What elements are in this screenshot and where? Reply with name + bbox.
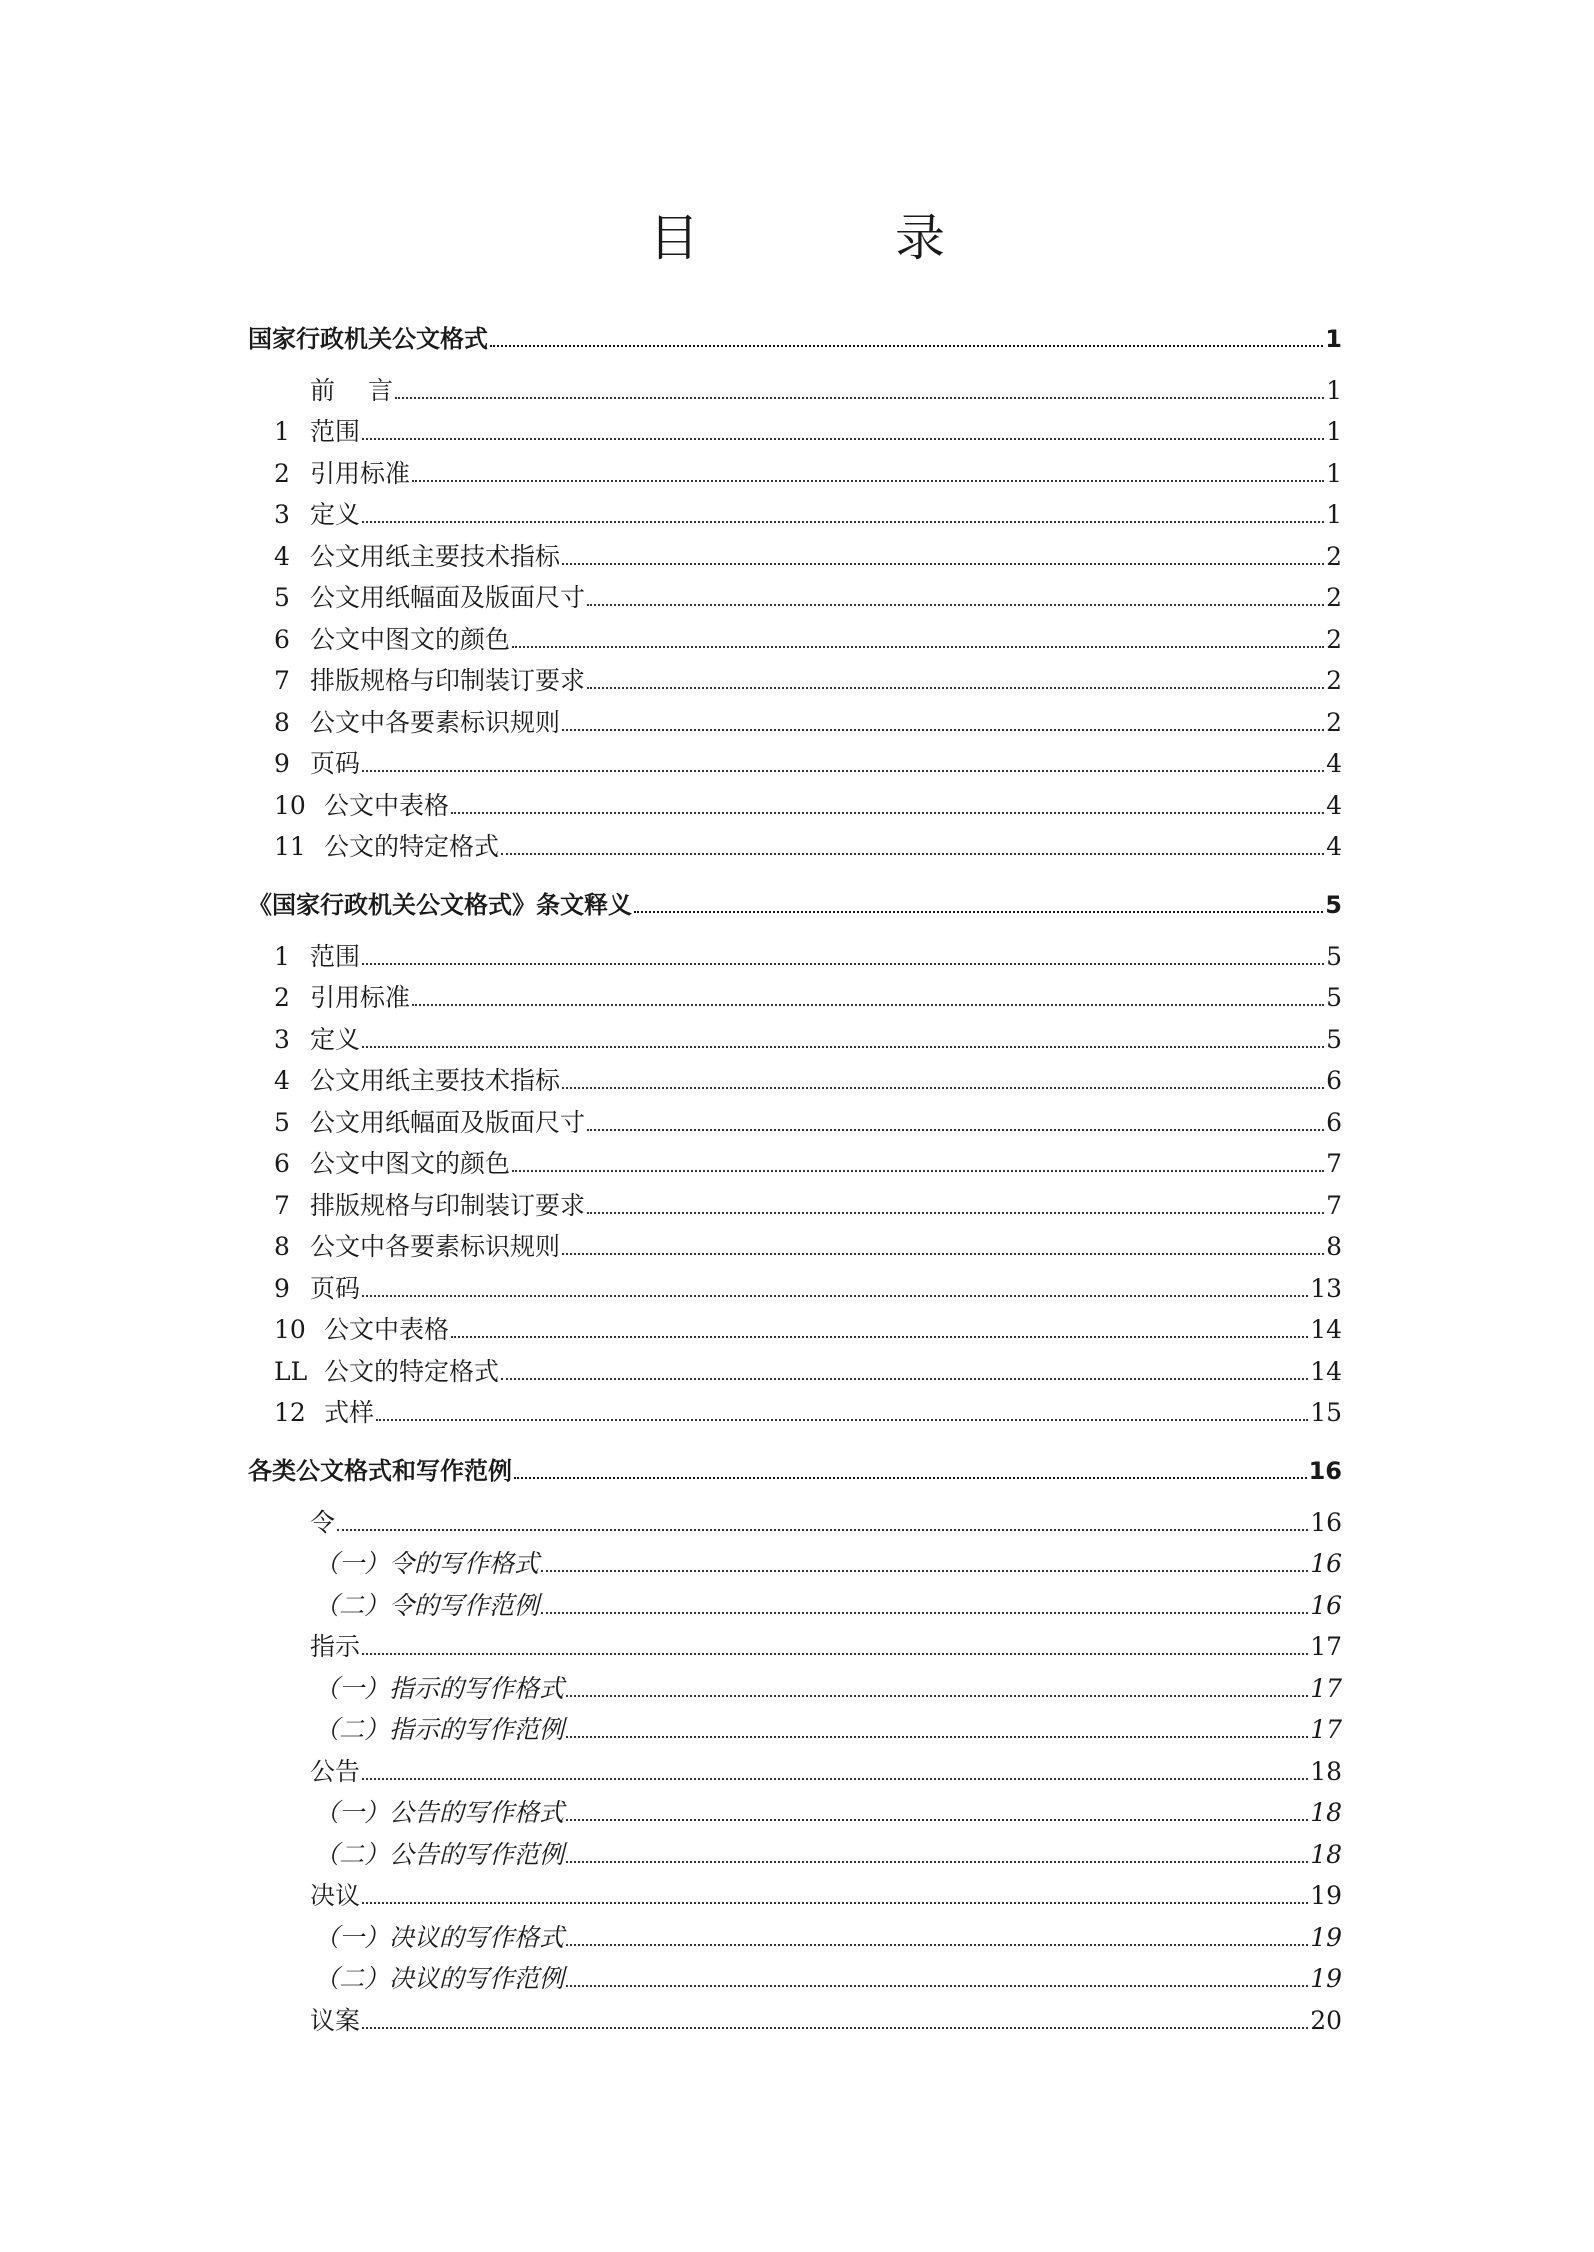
toc-entry-label: 公文中各要素标识规则 (310, 1232, 561, 1261)
toc-dot-leader (541, 1570, 1308, 1572)
toc-entry-row[interactable] (248, 1704, 1342, 1746)
toc-section-row[interactable] (248, 870, 1342, 920)
toc-page-number: 2 (1326, 666, 1342, 695)
toc-section-row[interactable] (248, 1436, 1342, 1486)
toc-entry-label: 公文中图文的颜色 (310, 624, 511, 654)
toc-dot-leader (501, 853, 1324, 855)
toc-entry-number: 3 (274, 500, 290, 529)
toc-entry-row[interactable] (248, 364, 1342, 406)
toc-entry-number: 2 (274, 983, 290, 1012)
toc-dot-leader (562, 563, 1324, 565)
toc-entry-row[interactable] (248, 1828, 1342, 1870)
toc-entry-number: 3 (274, 1024, 290, 1054)
toc-entry-row[interactable] (248, 530, 1342, 572)
toc-entry-row[interactable] (248, 1345, 1342, 1387)
toc-entry-number: 10 (274, 790, 306, 820)
toc-page-number: 6 (1326, 1107, 1342, 1137)
toc-page-number: 1 (1326, 458, 1342, 488)
toc-entry-label: （一）指示的写作格式 (314, 1673, 565, 1703)
toc-entry-row[interactable] (248, 1096, 1342, 1138)
toc-entry-label: （一）令的写作格式 (314, 1549, 540, 1578)
toc-page-number: 5 (1326, 1024, 1342, 1054)
toc-entry-label: （二）令的写作范例 (314, 1590, 540, 1620)
toc-page-number: 1 (1326, 500, 1342, 529)
toc-entry-number: 5 (274, 1107, 290, 1137)
toc-page-number: 16 (1308, 1457, 1342, 1485)
toc-entry-label: （一）公告的写作格式 (314, 1798, 565, 1827)
toc-entry-label: （一）决议的写作格式 (314, 1922, 565, 1952)
toc-dot-leader (451, 812, 1324, 814)
toc-section-title: 《国家行政机关公文格式》条文释义 (248, 891, 632, 919)
toc-page-number: 2 (1326, 541, 1342, 571)
toc-dot-leader (562, 1253, 1324, 1255)
toc-dot-leader (501, 1378, 1308, 1380)
toc-entry-number: 6 (274, 1149, 290, 1178)
toc-entry-label: 公文用纸幅面及版面尺寸 (310, 1107, 586, 1137)
toc-entry-label: 决议 (310, 1881, 361, 1910)
toc-entry-row[interactable] (248, 406, 1342, 448)
toc-dot-leader (587, 1212, 1324, 1214)
toc-dot-leader (362, 1902, 1308, 1904)
toc-page-number: 6 (1326, 1066, 1342, 1095)
toc-entry-number: 8 (274, 707, 290, 737)
toc-entry-row[interactable] (248, 821, 1342, 863)
toc-dot-leader (562, 1087, 1324, 1089)
toc-dot-leader (541, 1612, 1308, 1614)
page-title: 目 录 (649, 209, 1035, 267)
toc-dot-leader (566, 1861, 1308, 1863)
toc-dot-leader (362, 438, 1324, 440)
toc-entry-number: 5 (274, 583, 290, 612)
toc-entry-row[interactable] (248, 696, 1342, 738)
toc-entry-number: 12 (274, 1398, 306, 1427)
toc-dot-leader (376, 1419, 1308, 1421)
toc-entry-row[interactable] (248, 489, 1342, 531)
toc-entry-label: 公文中图文的颜色 (310, 1149, 511, 1178)
toc-entry-label: 公告 (310, 1756, 361, 1786)
toc-dot-leader (337, 1529, 1308, 1531)
toc-page-number: 17 (1310, 1673, 1342, 1703)
toc-dot-leader (566, 1944, 1308, 1946)
toc-page-number: 19 (1310, 1964, 1342, 1993)
toc-entry-number: 7 (274, 666, 290, 695)
toc-dot-leader (395, 397, 1324, 399)
toc-entry-number: 10 (274, 1315, 306, 1344)
toc-entry-label: （二）指示的写作范例 (314, 1715, 565, 1744)
toc-page-number: 18 (1310, 1839, 1342, 1869)
toc-entry-number: 11 (274, 832, 306, 861)
toc-entry-label: （二）决议的写作范例 (314, 1964, 565, 1993)
toc-page-number: 1 (1326, 417, 1342, 446)
toc-entry-row[interactable] (248, 1621, 1342, 1663)
toc-entry-number: 9 (274, 1273, 290, 1303)
toc-entry-label: 公文中表格 (324, 1315, 450, 1344)
toc-dot-leader (512, 646, 1324, 648)
toc-entry-row[interactable] (248, 930, 1342, 972)
toc-page-number: 5 (1326, 983, 1342, 1012)
toc-entry-row[interactable] (248, 1538, 1342, 1580)
toc-page-number: 1 (1326, 375, 1342, 405)
toc-dot-leader (566, 1736, 1308, 1738)
toc-section-title: 各类公文格式和写作范例 (248, 1457, 512, 1485)
toc-entry-row[interactable] (248, 1994, 1342, 2036)
toc-entry-label: 公文用纸主要技术指标 (310, 541, 561, 571)
toc-entry-number: 4 (274, 541, 290, 571)
toc-section-title: 国家行政机关公文格式 (248, 325, 488, 353)
toc-entry-row[interactable] (248, 1911, 1342, 1953)
toc-entry-label: 公文用纸幅面及版面尺寸 (310, 583, 586, 612)
toc-entry-row[interactable] (248, 572, 1342, 614)
toc-page-number: 16 (1310, 1549, 1342, 1578)
toc-entry-row[interactable] (248, 1579, 1342, 1621)
toc-dot-leader (362, 1778, 1308, 1780)
toc-page-number: 18 (1310, 1798, 1342, 1827)
toc-entry-number: 7 (274, 1190, 290, 1220)
toc-dot-leader (634, 911, 1323, 913)
toc-entry-label: 前 言 (310, 375, 393, 405)
toc-entry-label: 公文的特定格式 (324, 1356, 500, 1386)
toc-entry-label: 排版规格与印制装订要求 (310, 1190, 586, 1220)
toc-dot-leader (587, 1129, 1324, 1131)
toc-entry-label: 公文中各要素标识规则 (310, 707, 561, 737)
toc-dot-leader (566, 1695, 1308, 1697)
toc-entry-label: 议案 (310, 2005, 361, 2035)
toc-page-number: 2 (1326, 624, 1342, 654)
toc-page-number: 16 (1310, 1507, 1342, 1537)
toc-page-number: 4 (1326, 832, 1342, 861)
toc-page-number: 5 (1326, 941, 1342, 971)
toc-entry-row[interactable] (248, 1870, 1342, 1912)
toc-dot-leader (362, 1046, 1324, 1048)
toc-page-number: 20 (1310, 2005, 1342, 2035)
toc-dot-leader (362, 1295, 1308, 1297)
toc-entry-label: 页码 (310, 1273, 361, 1303)
toc-page-number: 4 (1326, 749, 1342, 778)
toc-entry-number: LL (274, 1356, 308, 1386)
toc-dot-leader (362, 2027, 1308, 2029)
toc-page-number: 1 (1325, 325, 1342, 353)
toc-page-number: 2 (1326, 707, 1342, 737)
toc-entry-row[interactable] (248, 1179, 1342, 1221)
toc-page-number: 2 (1326, 583, 1342, 612)
toc-page-number: 15 (1310, 1398, 1342, 1427)
toc-entry-label: 引用标准 (310, 983, 411, 1012)
toc-entry-row[interactable] (248, 655, 1342, 697)
toc-entry-number: 1 (274, 941, 290, 971)
toc-page-number: 19 (1310, 1881, 1342, 1910)
toc-dot-leader (587, 604, 1324, 606)
toc-entry-row[interactable] (248, 1496, 1342, 1538)
toc-page-number: 17 (1310, 1632, 1342, 1661)
toc-entry-label: 引用标准 (310, 458, 411, 488)
toc-page-number: 4 (1326, 790, 1342, 820)
toc-entry-row[interactable] (248, 1013, 1342, 1055)
toc-page-number: 7 (1326, 1190, 1342, 1220)
toc-entry-row[interactable] (248, 1138, 1342, 1180)
toc-entry-label: 令 (310, 1507, 336, 1537)
toc-entry-number: 8 (274, 1232, 290, 1261)
toc-page-number: 13 (1310, 1273, 1342, 1303)
toc-entry-label: 定义 (310, 500, 361, 529)
toc-page-number: 7 (1326, 1149, 1342, 1178)
toc-dot-leader (451, 1336, 1308, 1338)
toc-dot-leader (362, 770, 1324, 772)
toc-dot-leader (362, 1653, 1308, 1655)
toc-entry-label: 范围 (310, 417, 361, 446)
toc-entry-label: 公文用纸主要技术指标 (310, 1066, 561, 1095)
toc-entry-label: 式样 (324, 1398, 375, 1427)
toc-entry-label: 公文的特定格式 (324, 832, 500, 861)
toc-page-number: 18 (1310, 1756, 1342, 1786)
toc-entry-row[interactable] (248, 613, 1342, 655)
toc-page-number: 19 (1310, 1922, 1342, 1952)
toc-page-number: 8 (1326, 1232, 1342, 1261)
toc-page-number: 5 (1325, 891, 1342, 919)
toc-entry-row[interactable] (248, 1304, 1342, 1346)
toc-entry-number: 9 (274, 749, 290, 778)
toc-dot-leader (587, 687, 1324, 689)
toc-entry-label: 排版规格与印制装订要求 (310, 666, 586, 695)
toc-dot-leader (566, 1819, 1308, 1821)
toc-entry-row[interactable] (248, 779, 1342, 821)
toc-dot-leader (490, 345, 1323, 347)
toc-entry-row[interactable] (248, 1953, 1342, 1995)
toc-page-number: 17 (1310, 1715, 1342, 1744)
toc-entry-label: 指示 (310, 1632, 361, 1661)
toc-entry-row[interactable] (248, 972, 1342, 1014)
toc-entry-number: 6 (274, 624, 290, 654)
toc-dot-leader (562, 729, 1324, 731)
toc-dot-leader (412, 480, 1324, 482)
toc-entry-row[interactable] (248, 1055, 1342, 1097)
toc-page-number: 16 (1310, 1590, 1342, 1620)
toc-entry-row[interactable] (248, 1387, 1342, 1429)
toc-entry-number: 1 (274, 417, 290, 446)
toc-entry-number: 4 (274, 1066, 290, 1095)
toc-entry-row[interactable] (248, 1221, 1342, 1263)
toc-entry-label: 定义 (310, 1024, 361, 1054)
toc-entry-number: 2 (274, 458, 290, 488)
toc-entry-label: 页码 (310, 749, 361, 778)
toc-entry-row[interactable] (248, 447, 1342, 489)
toc-entry-label: 公文中表格 (324, 790, 450, 820)
toc-entry-row[interactable] (248, 738, 1342, 780)
toc-section-row[interactable] (248, 304, 1342, 354)
toc-dot-leader (566, 1985, 1308, 1987)
toc-entry-row[interactable] (248, 1787, 1342, 1829)
toc-dot-leader (514, 1477, 1307, 1479)
toc-entry-label: 范围 (310, 941, 361, 971)
table-of-contents (248, 296, 1342, 2036)
toc-dot-leader (512, 1170, 1324, 1172)
toc-dot-leader (412, 1004, 1324, 1006)
toc-dot-leader (362, 963, 1324, 965)
toc-dot-leader (362, 521, 1324, 523)
toc-entry-row[interactable] (248, 1262, 1342, 1304)
toc-page-number: 14 (1310, 1356, 1342, 1386)
toc-entry-row[interactable] (248, 1662, 1342, 1704)
toc-entry-label: （二）公告的写作范例 (314, 1839, 565, 1869)
toc-page-number: 14 (1310, 1315, 1342, 1344)
toc-entry-row[interactable] (248, 1745, 1342, 1787)
